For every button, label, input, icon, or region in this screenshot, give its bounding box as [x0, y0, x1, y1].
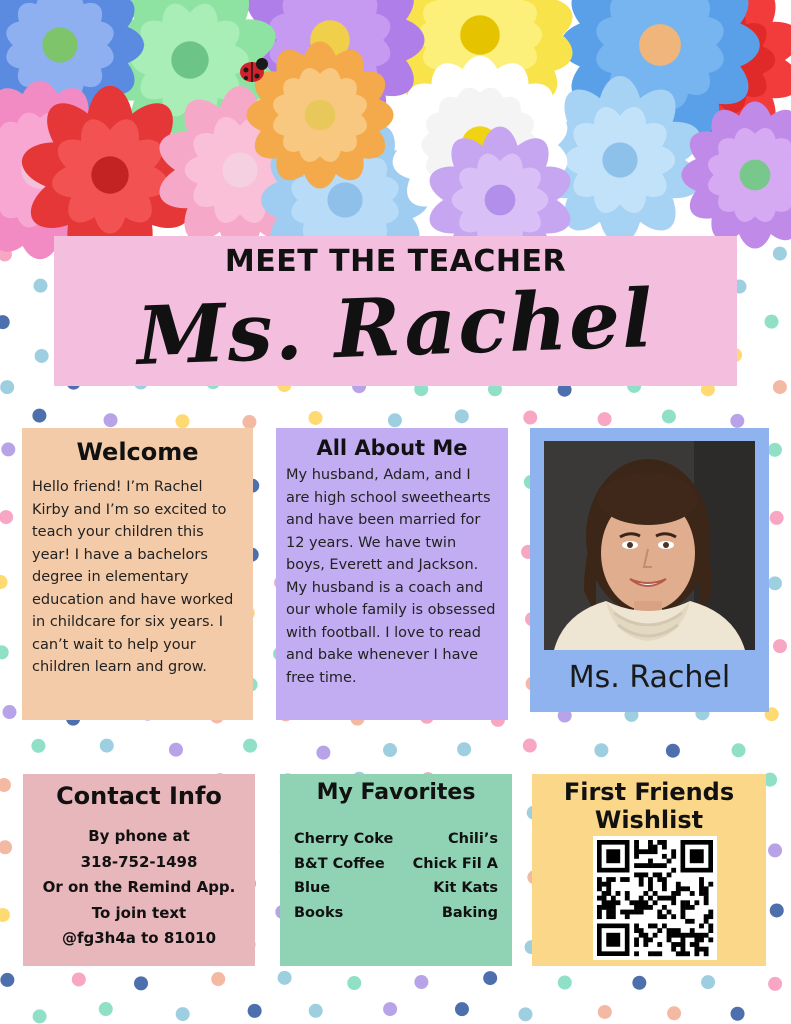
polka-dot: [32, 409, 46, 423]
favorite-row: [294, 827, 498, 852]
polka-dot: [383, 743, 397, 757]
favorite-row: [294, 876, 498, 901]
polka-dot: [457, 742, 471, 756]
polka-dot: [666, 744, 680, 758]
polka-dot: [598, 1005, 612, 1019]
polka-dot: [100, 739, 114, 753]
polka-dot: [732, 743, 746, 757]
polka-dot: [347, 976, 361, 990]
polka-dot: [768, 843, 782, 857]
favorite-item: B&T Coffee: [294, 855, 385, 872]
polka-dot: [309, 411, 323, 425]
polka-dot: [176, 1007, 190, 1021]
polka-dot: [414, 975, 428, 989]
teacher-photo-card: [530, 428, 769, 712]
favorite-item: Cherry Coke: [294, 831, 394, 847]
polka-dot: [523, 411, 537, 425]
polka-dot: [176, 414, 190, 428]
favorite-row: [294, 901, 498, 926]
polka-dot: [31, 739, 45, 753]
contact-heading: Contact Info: [56, 782, 222, 810]
teacher-name-title: Ms. Rachel: [135, 270, 656, 384]
polka-dot: [243, 739, 257, 753]
about-me-section: [276, 428, 508, 720]
polka-dot: [242, 415, 256, 429]
favorite-item: Kit Kats: [433, 880, 498, 896]
polka-dot: [309, 1004, 323, 1018]
wishlist-qr-code[interactable]: [593, 836, 717, 960]
polka-dot: [594, 743, 608, 757]
polka-dot: [768, 576, 782, 590]
favorite-item: Chili’s: [447, 831, 498, 847]
title-banner: [54, 236, 737, 386]
teacher-portrait-photo: [544, 441, 755, 650]
wishlist-heading: [538, 778, 760, 834]
polka-dot: [765, 315, 779, 329]
polka-dot: [455, 1002, 469, 1016]
favorite-item: Blue: [294, 880, 331, 896]
polka-dot: [35, 349, 49, 363]
polka-dot: [0, 908, 10, 922]
polka-dot: [523, 739, 537, 753]
contact-phone: 318-752-1498: [80, 852, 198, 871]
polka-dot: [483, 971, 497, 985]
polka-dot: [0, 973, 14, 987]
polka-dot: [33, 1009, 47, 1023]
polka-dot: [770, 511, 784, 525]
polka-dot: [99, 1002, 113, 1016]
photo-caption: Ms. Rachel: [568, 660, 731, 695]
polka-dot: [701, 975, 715, 989]
polka-dot: [730, 414, 744, 428]
polka-dot: [104, 413, 118, 427]
polka-dot: [383, 1002, 397, 1016]
polka-dot: [598, 412, 612, 426]
favorite-item: Chick Fil A: [412, 855, 498, 872]
polka-dot: [33, 279, 47, 293]
polka-dot: [632, 976, 646, 990]
about-me-text: My husband, Adam, and I are high school sweethearts and have been married for 12 years. We have twin boys, Everett and Jackson. My husband is a coach and our whole family is obsessed with football. I love to read and bake whenever I have free time.: [286, 467, 496, 686]
polka-dot: [770, 903, 784, 917]
polka-dot: [0, 778, 11, 792]
polka-dot: [768, 443, 782, 457]
polka-dot: [0, 380, 14, 394]
contact-remind-code: @fg3h4a to 81010: [61, 929, 217, 947]
polka-dot: [1, 442, 15, 456]
polka-dot: [0, 840, 12, 854]
polka-dot: [558, 976, 572, 990]
polka-dot: [316, 746, 330, 760]
banner-kicker: MEET THE TEACHER: [224, 244, 567, 279]
polka-dot: [0, 645, 9, 659]
contact-line: By phone at: [88, 827, 190, 845]
favorite-item: Books: [294, 904, 344, 921]
polka-dot: [773, 639, 787, 653]
wishlist-heading-line: Wishlist: [594, 806, 704, 834]
contact-info-section: [23, 774, 255, 966]
wishlist-section: [532, 774, 766, 966]
polka-dot: [768, 977, 782, 991]
polka-dot: [72, 972, 86, 986]
favorite-row: [294, 852, 498, 877]
polka-dot: [0, 575, 8, 589]
polka-dot: [248, 1004, 262, 1018]
favorites-heading: My Favorites: [316, 780, 476, 805]
polka-dot: [211, 972, 225, 986]
polka-dot: [0, 510, 13, 524]
polka-dot: [731, 1007, 745, 1021]
polka-dot: [2, 705, 16, 719]
polka-dot: [662, 409, 676, 423]
contact-line: Or on the Remind App.: [42, 878, 236, 896]
my-favorites-section: [280, 774, 512, 966]
favorite-item: Baking: [441, 904, 498, 921]
wishlist-heading-line: First Friends: [563, 778, 735, 806]
contact-line: To join text: [91, 903, 187, 922]
portrait-illustration: [544, 441, 755, 650]
about-me-heading: All About Me: [316, 436, 468, 460]
polka-dot: [388, 413, 402, 427]
welcome-section: [22, 428, 253, 720]
polka-dot: [455, 409, 469, 423]
polka-dot: [0, 315, 10, 329]
polka-dot: [667, 1006, 681, 1020]
polka-dot: [169, 743, 183, 757]
polka-dot: [134, 976, 148, 990]
polka-dot: [278, 971, 292, 985]
polka-dot: [518, 1007, 532, 1021]
polka-dot: [773, 380, 787, 394]
welcome-text: Hello friend! I’m Rachel Kirby and I’m so excited to teach your children this year! I have a bachelors degree in elementary education and have worked in childcare for six years. I can’t wait to help your children learn and grow.: [32, 479, 234, 675]
welcome-heading: Welcome: [76, 438, 199, 466]
